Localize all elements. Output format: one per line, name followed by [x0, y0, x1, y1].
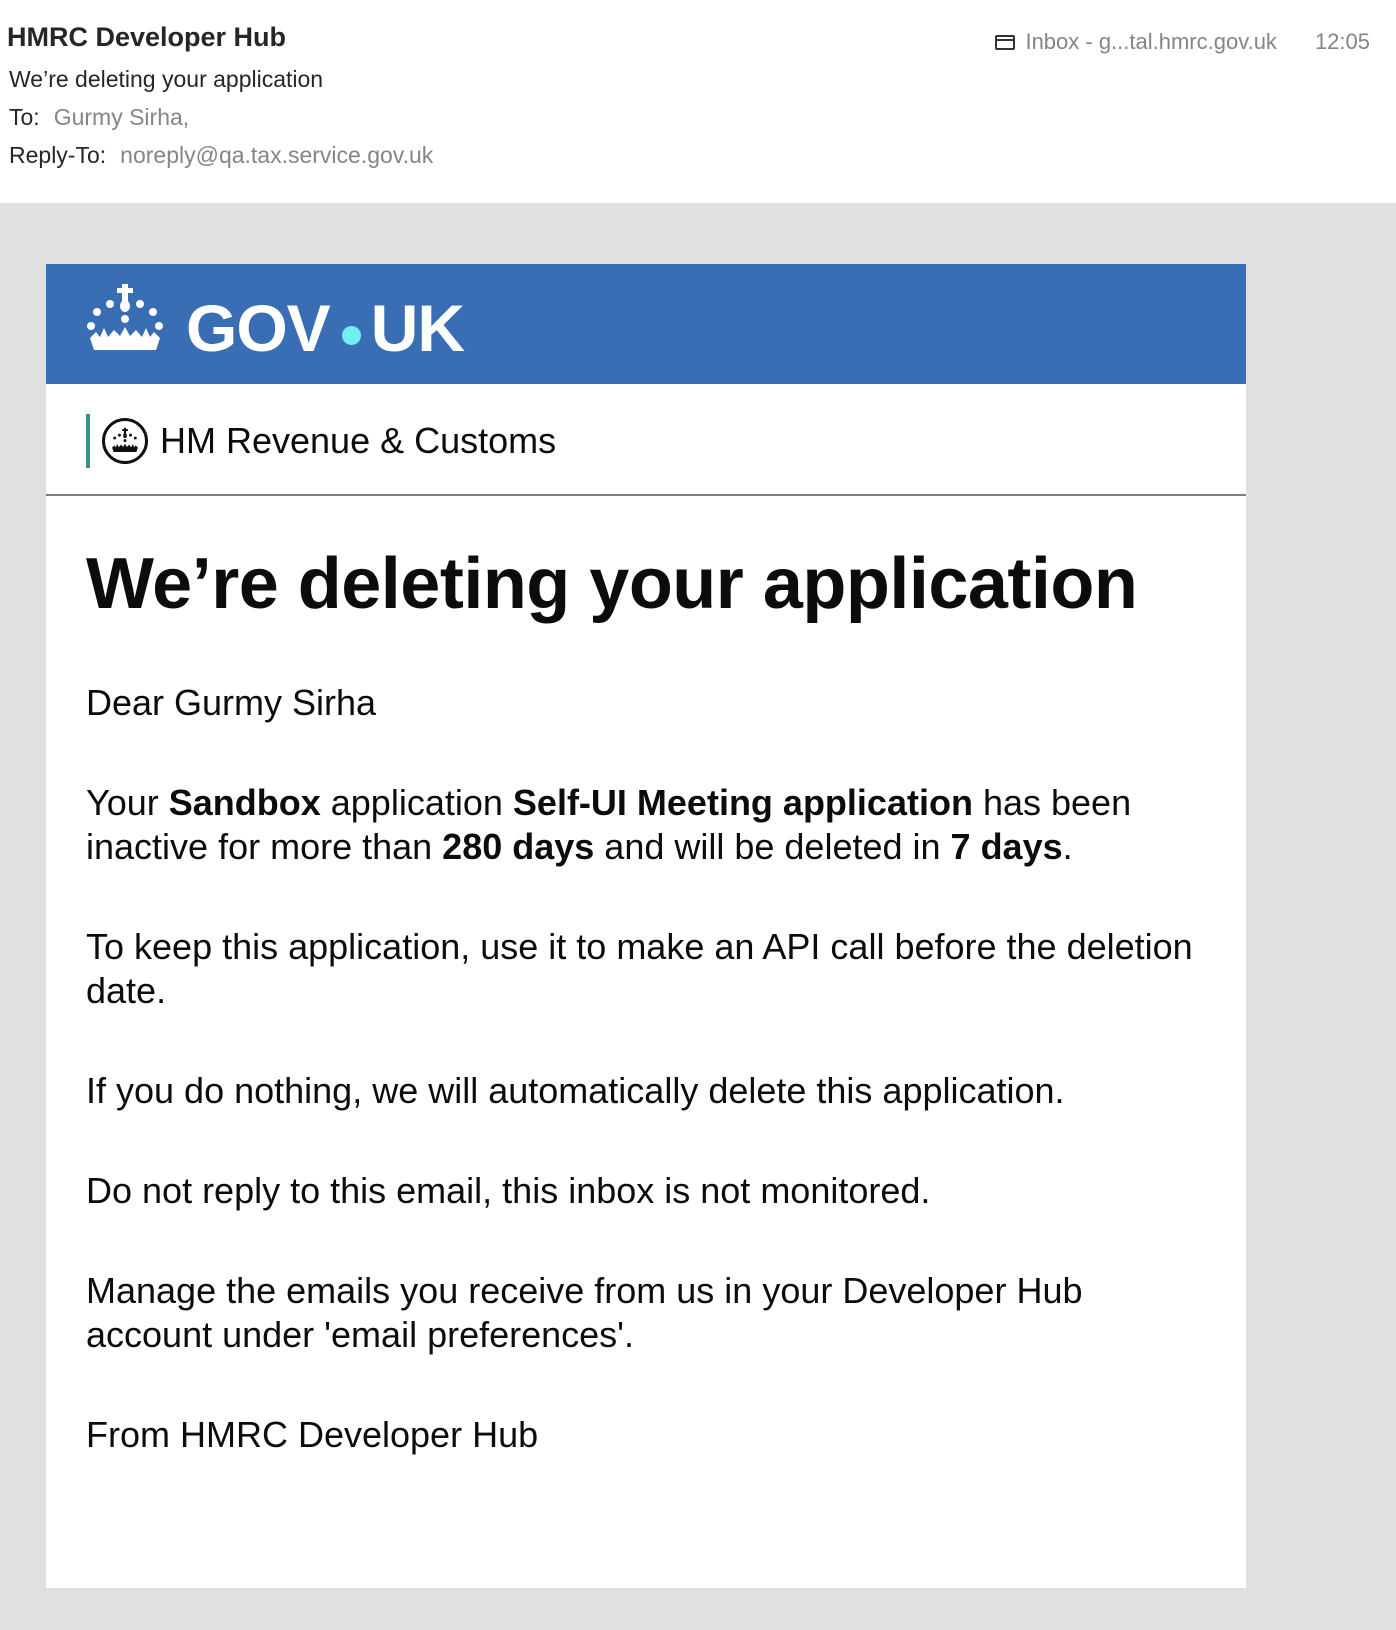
application-name: Self-UI Meeting application [512, 782, 973, 823]
to-label: To: [9, 104, 40, 130]
signoff: From HMRC Developer Hub [86, 1414, 539, 1455]
organisation-header [86, 414, 556, 468]
govuk-logo-gov: GOV [186, 291, 330, 365]
govuk-logo-uk: UK [370, 291, 465, 365]
text-fragment: and will be deleted in [594, 826, 951, 867]
keep-paragraph: To keep this application, use it to make an API call before the deletion date. [86, 926, 1193, 1011]
to-row [9, 104, 189, 131]
email-subject: We’re deleting your application [9, 66, 324, 92]
logo-dot [342, 326, 361, 345]
email-heading: We’re deleting your application [86, 544, 1138, 624]
text-fragment: application [320, 782, 513, 823]
organisation-name: HM Revenue & Customs [160, 420, 557, 461]
govuk-banner [46, 264, 1246, 384]
email-content [86, 539, 1216, 1457]
text-fragment: has been inactive for more than [86, 782, 1132, 867]
organisation-colour-bar [86, 414, 90, 468]
reply-to-row [9, 142, 433, 169]
received-time: 12:05 [1314, 29, 1370, 54]
sender-name: HMRC Developer Hub [7, 22, 287, 52]
days-until-deletion: 7 days [950, 826, 1063, 867]
email-body-card [46, 264, 1246, 1588]
mailbox-name[interactable]: Inbox - g...tal.hmrc.gov.uk [1025, 29, 1277, 54]
crown-icon [86, 282, 164, 358]
inactivity-paragraph [86, 781, 1216, 869]
to-recipient[interactable]: Gurmy Sirha, [53, 104, 190, 130]
auto-delete-paragraph: If you do nothing, we will automatically delete this application. [86, 1070, 1065, 1111]
text-fragment: . [1062, 826, 1073, 867]
text-fragment: Your [86, 782, 169, 823]
no-reply-paragraph: Do not reply to this email, this inbox is not monitored. [86, 1170, 931, 1211]
hmrc-crest-icon [102, 418, 148, 464]
greeting: Dear Gurmy Sirha [86, 682, 377, 723]
inactive-days: 280 days [442, 826, 595, 867]
email-header [0, 0, 1396, 203]
email-meta [995, 29, 1370, 55]
folder-icon [995, 35, 1015, 50]
govuk-logo[interactable] [186, 290, 464, 366]
header-divider [46, 494, 1246, 496]
environment-name: Sandbox [168, 782, 321, 823]
reply-to-address[interactable]: noreply@qa.tax.service.gov.uk [120, 142, 434, 168]
preferences-paragraph: Manage the emails you receive from us in your Developer Hub account under 'email preferences'. [86, 1270, 1083, 1355]
reply-to-label: Reply-To: [9, 142, 107, 168]
